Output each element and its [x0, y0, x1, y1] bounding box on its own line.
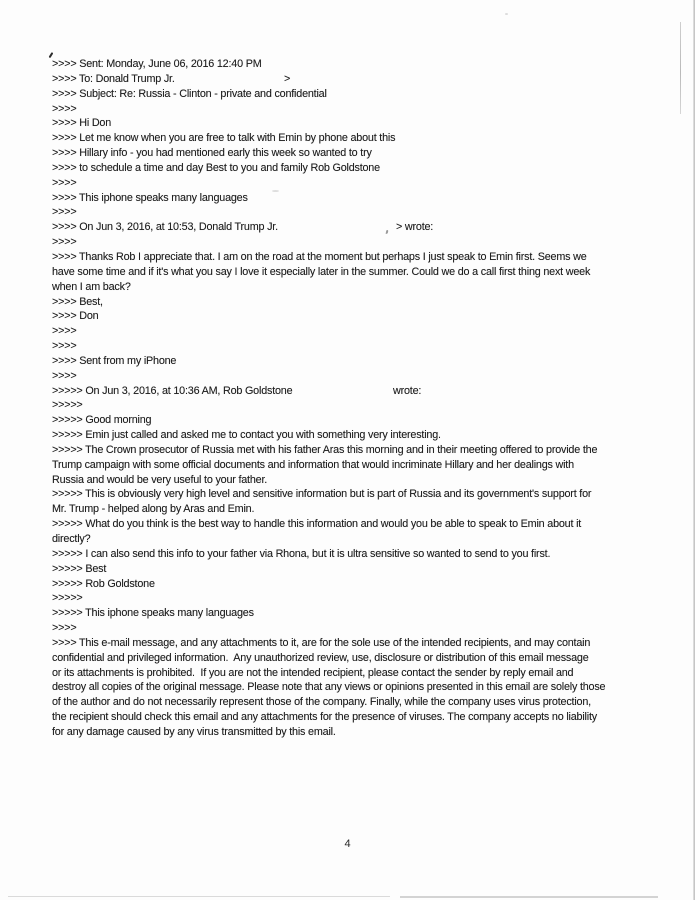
email-line	[52, 487, 670, 502]
email-line-text: >>>>	[52, 206, 77, 219]
email-line	[52, 725, 670, 740]
scan-bottom-edge-right	[400, 896, 658, 898]
email-line-text: >>>>> Rob Goldstone	[52, 577, 155, 590]
email-line	[52, 339, 670, 354]
email-line	[52, 591, 670, 606]
page-number: 4	[344, 838, 351, 850]
email-line	[52, 354, 670, 369]
email-line-text: Mr. Trump - helped along by Aras and Emin.	[52, 503, 255, 516]
email-line	[52, 413, 670, 428]
email-line	[52, 57, 670, 72]
email-line	[52, 324, 670, 339]
email-line	[52, 651, 670, 666]
email-line	[52, 680, 670, 695]
email-line	[52, 473, 670, 488]
email-line-text: >>>>> What do you think is the best way to handle this information and would you be able to speak to Emin about it	[52, 518, 582, 531]
email-line-text: confidential and privileged information. Any unauthorized review, use, disclosure or distribution of this email message	[52, 651, 589, 664]
email-line-text: >>>>> Good morning	[52, 414, 152, 427]
email-line-tail: >	[284, 72, 291, 85]
email-line	[52, 517, 670, 532]
email-line-text: >>>> Hillary info - you had mentioned early this week so wanted to try	[52, 147, 372, 160]
email-line-text: >>>>	[52, 176, 77, 189]
scan-vertical-streak	[680, 22, 681, 114]
email-line	[52, 131, 670, 146]
email-line	[52, 458, 670, 473]
email-line-text: >>>>> On Jun 3, 2016, at 10:36 AM, Rob Goldstone	[52, 384, 293, 397]
email-line	[52, 443, 670, 458]
email-line-text: >>>>> The Crown prosecutor of Russia met with his father Aras this morning and in their meeting offered to provide the	[52, 443, 598, 456]
email-line-text: destroy all copies of the original message. Please note that any views or opinions presented in this email are solely those	[52, 681, 606, 694]
email-line	[52, 666, 670, 681]
email-line	[52, 295, 670, 310]
email-line	[52, 87, 670, 102]
email-line	[52, 205, 670, 220]
email-line-text: >>>>	[52, 325, 77, 338]
email-line-text: >>>>>	[52, 399, 83, 412]
email-line-text: >>>> to schedule a time and day Best to you and family Rob Goldstone	[52, 161, 380, 174]
email-line-text: >>>>	[52, 369, 77, 382]
email-line	[52, 428, 670, 443]
email-line	[52, 577, 670, 592]
email-line-text: >>>> On Jun 3, 2016, at 10:53, Donald Trump Jr.	[52, 221, 278, 234]
email-line	[52, 191, 670, 206]
email-line-text: >>>>> Emin just called and asked me to contact you with something very interesting.	[52, 429, 441, 442]
email-line-text: directly?	[52, 533, 91, 545]
email-line	[52, 695, 670, 710]
email-line	[52, 235, 670, 250]
email-line	[52, 636, 670, 651]
email-line-text: >>>>> This iphone speaks many languages	[52, 607, 254, 620]
email-line-text: Trump campaign with some official documents and information that would incriminate Hillary and her dealings with	[52, 458, 574, 471]
email-line-text: >>>>> Best	[52, 562, 107, 575]
scan-bottom-edge-left	[8, 896, 390, 897]
email-line	[52, 220, 670, 235]
email-line	[52, 102, 670, 117]
email-line	[52, 280, 670, 295]
email-line-text: >>>>>	[52, 592, 83, 605]
email-line	[52, 116, 670, 131]
email-line	[52, 309, 670, 324]
email-line	[52, 398, 670, 413]
email-line	[52, 250, 670, 265]
email-line-text: >>>>> This is obviously very high level and sensitive information but is part of Russia and its government's support for	[52, 488, 592, 501]
email-line-text: when I am back?	[52, 280, 131, 293]
email-line-text: >>>>> I can also send this info to your father via Rhona, but it is ultra sensitive so wanted to send to you first.	[52, 547, 551, 560]
email-line-text: Russia and would be very useful to your father.	[52, 473, 268, 486]
email-line	[52, 72, 670, 87]
email-line-text: >>>>	[52, 340, 77, 353]
email-line	[52, 146, 670, 161]
email-line	[52, 265, 670, 280]
email-line-text: of the author and do not necessarily represent those of the company. Finally, while the company uses virus protection,	[52, 696, 591, 709]
email-line	[52, 562, 670, 577]
email-line	[52, 547, 670, 562]
email-line	[52, 161, 670, 176]
email-line-text: >>>> Subject: Re: Russia - Clinton - private and confidential	[52, 87, 327, 100]
email-line	[52, 502, 670, 517]
email-line	[52, 176, 670, 191]
email-line-text: >>>> Sent: Monday, June 06, 2016 12:40 PM	[52, 58, 262, 70]
email-line	[52, 621, 670, 636]
email-line-text: >>>> This e-mail message, and any attachments to it, are for the sole use of the intended recipients, and may contain	[52, 636, 591, 649]
email-line-text: >>>> Let me know when you are free to talk with Emin by phone about this	[52, 132, 396, 145]
email-line-text: >>>> Best,	[52, 295, 103, 308]
scan-speck	[272, 190, 279, 192]
email-line-text: >>>> This iphone speaks many languages	[52, 191, 248, 204]
email-line	[52, 384, 670, 399]
email-line-text: >>>> Sent from my iPhone	[52, 354, 177, 367]
email-body	[52, 57, 670, 740]
email-line-text: >>>> To: Donald Trump Jr.	[52, 72, 175, 85]
scan-speck	[505, 13, 508, 15]
email-line	[52, 532, 670, 547]
email-line	[52, 710, 670, 725]
email-line-text: >>>> Thanks Rob I appreciate that. I am on the road at the moment but perhaps I just speak to Emin first. Seems we	[52, 250, 587, 263]
email-line	[52, 369, 670, 384]
email-line-text: for any damage caused by any virus transmitted by this email.	[52, 725, 336, 738]
email-line-text: have some time and if it's what you say I love it especially later in the summer. Could we do a call first thing next week	[52, 265, 591, 278]
email-line	[52, 606, 670, 621]
email-line-text: >>>>	[52, 236, 77, 249]
email-line-tail: wrote:	[393, 384, 422, 397]
email-line-tail: > wrote:	[396, 221, 434, 234]
email-line-text: or its attachments is prohibited. If you are not the intended recipient, please contact the sender by reply email and	[52, 666, 574, 679]
email-line-text: >>>> Hi Don	[52, 117, 112, 130]
email-line-text: >>>>	[52, 622, 77, 635]
email-line-text: >>>>	[52, 102, 77, 115]
email-line-text: the recipient should check this email and any attachments for the presence of viruses. The company accepts no liability	[52, 711, 597, 724]
email-line-text: >>>> Don	[52, 310, 99, 323]
